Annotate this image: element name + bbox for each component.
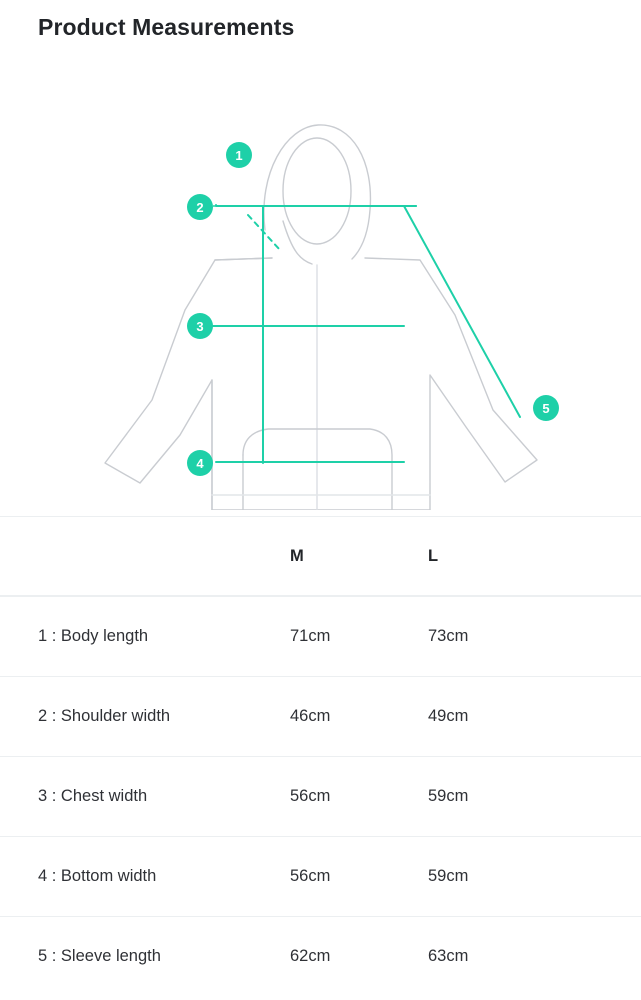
table-row [0,916,641,996]
row-m-bottom-width: 56cm [290,867,331,885]
marker-5 [533,395,559,421]
row-m-chest-width: 56cm [290,787,331,805]
row-l-body-length: 73cm [428,627,469,645]
table-row [0,756,641,836]
table-row [0,596,641,676]
row-m-sleeve-length: 62cm [290,947,331,965]
svg-text:4: 4 [196,456,204,471]
hoodie-measurement-diagram [0,55,641,510]
row-l-bottom-width: 59cm [428,867,469,885]
row-label-bottom-width: 4 : Bottom width [38,867,157,885]
page-title: Product Measurements [38,14,295,40]
marker-3 [187,313,213,339]
row-label-chest-width: 3 : Chest width [38,787,148,805]
row-m-shoulder-width: 46cm [290,707,331,725]
marker-2 [187,194,213,220]
table-row [0,836,641,916]
row-label-sleeve-length: 5 : Sleeve length [38,947,161,965]
svg-text:5: 5 [542,401,550,416]
svg-text:2: 2 [196,200,204,215]
row-l-shoulder-width: 49cm [428,707,469,725]
row-l-chest-width: 59cm [428,787,469,805]
row-m-body-length: 71cm [290,627,331,645]
table-header-row [0,516,641,596]
measurements-table [0,516,641,996]
table-header-m: M [290,546,304,565]
svg-text:1: 1 [235,148,243,163]
marker-1 [226,142,252,168]
row-label-shoulder-width: 2 : Shoulder width [38,707,171,725]
svg-text:3: 3 [196,319,204,334]
row-l-sleeve-length: 63cm [428,947,469,965]
row-label-body-length: 1 : Body length [38,627,149,645]
table-header-l: L [428,546,439,565]
marker-4 [187,450,213,476]
table-row [0,676,641,756]
